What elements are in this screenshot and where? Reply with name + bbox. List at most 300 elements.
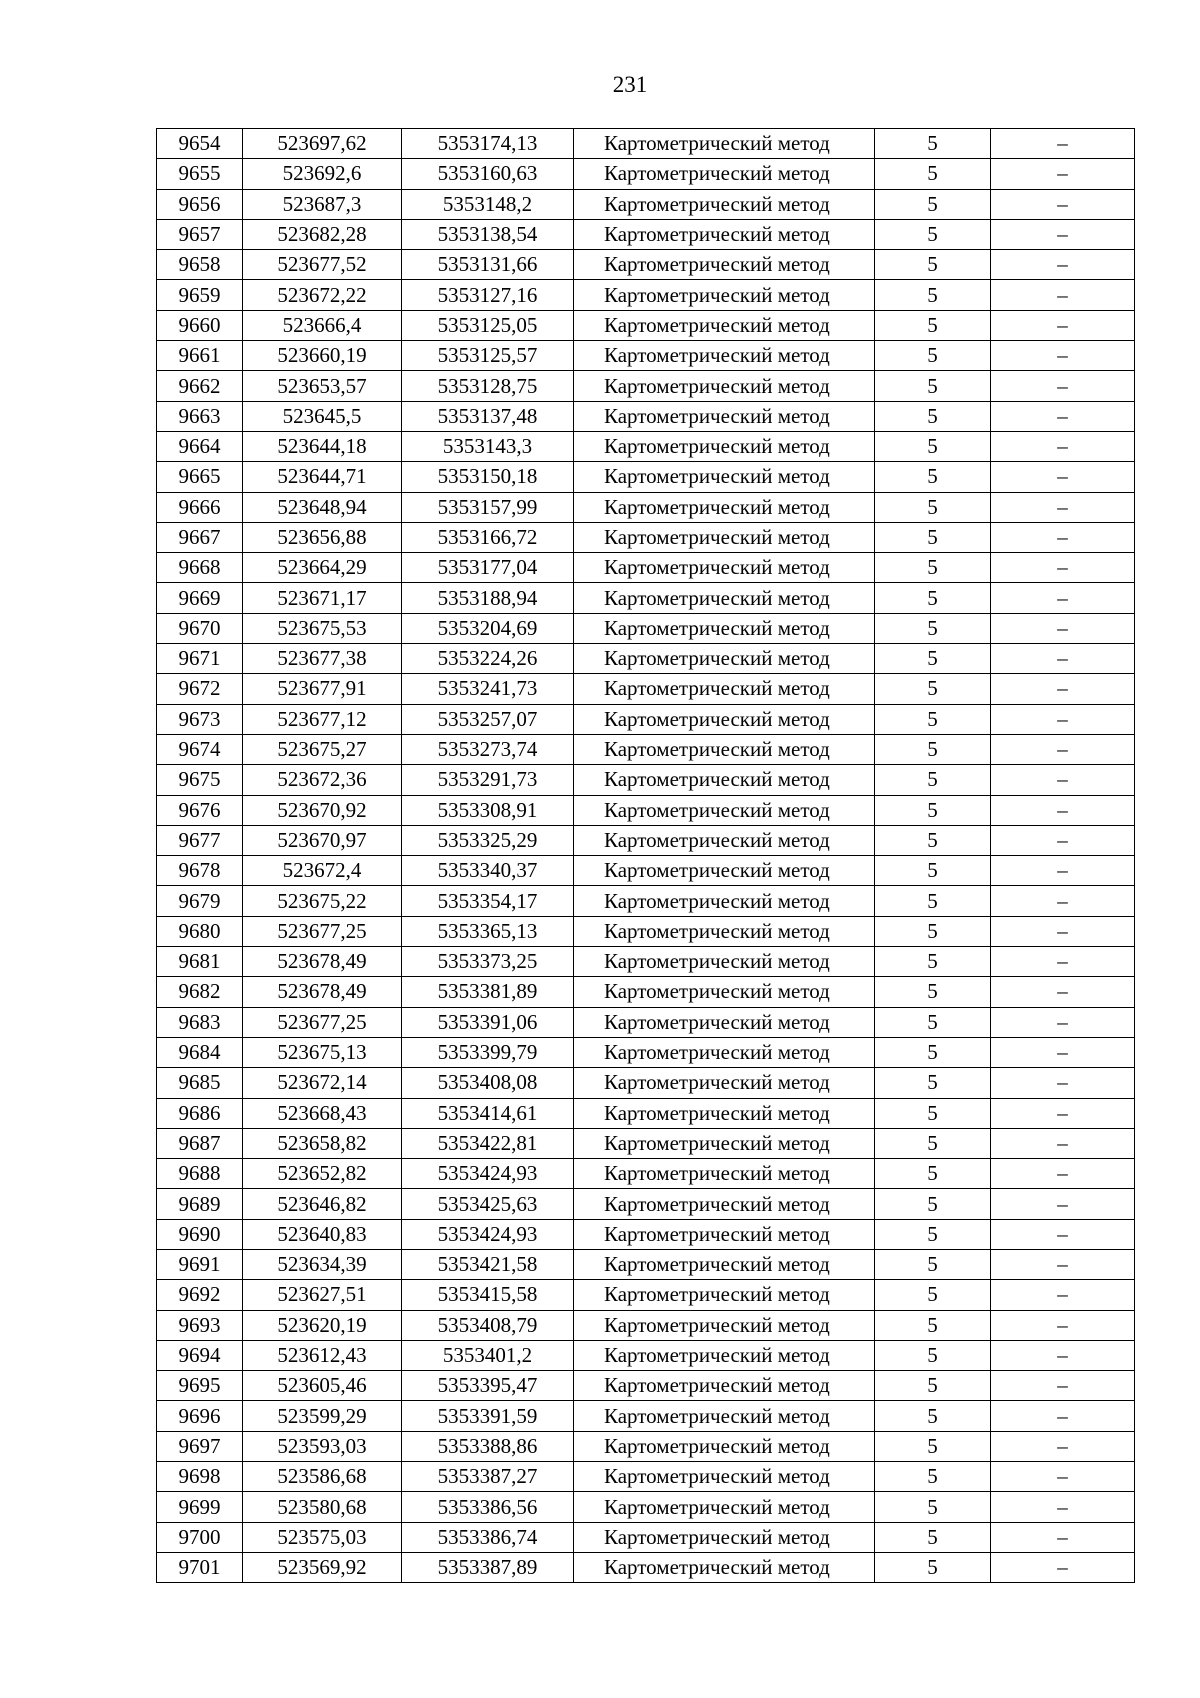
y-coordinate-cell: 5353424,93 xyxy=(402,1219,574,1249)
point-number-cell: 9663 xyxy=(157,401,243,431)
table-row xyxy=(157,765,1135,795)
note-cell: – xyxy=(991,462,1135,492)
note-cell: – xyxy=(991,886,1135,916)
y-coordinate-cell: 5353174,13 xyxy=(402,129,574,159)
x-coordinate-cell: 523697,62 xyxy=(243,129,402,159)
y-coordinate-cell: 5353177,04 xyxy=(402,553,574,583)
y-coordinate-cell: 5353308,91 xyxy=(402,795,574,825)
point-number-cell: 9665 xyxy=(157,462,243,492)
table-row xyxy=(157,947,1135,977)
y-coordinate-cell: 5353381,89 xyxy=(402,977,574,1007)
note-cell: – xyxy=(991,1068,1135,1098)
x-coordinate-cell: 523670,92 xyxy=(243,795,402,825)
point-number-cell: 9693 xyxy=(157,1310,243,1340)
x-coordinate-cell: 523640,83 xyxy=(243,1219,402,1249)
note-cell: – xyxy=(991,977,1135,1007)
accuracy-cell: 5 xyxy=(875,250,991,280)
accuracy-cell: 5 xyxy=(875,947,991,977)
note-cell: – xyxy=(991,613,1135,643)
point-number-cell: 9680 xyxy=(157,916,243,946)
accuracy-cell: 5 xyxy=(875,431,991,461)
table-row xyxy=(157,1310,1135,1340)
x-coordinate-cell: 523672,22 xyxy=(243,280,402,310)
accuracy-cell: 5 xyxy=(875,280,991,310)
point-number-cell: 9688 xyxy=(157,1159,243,1189)
accuracy-cell: 5 xyxy=(875,310,991,340)
accuracy-cell: 5 xyxy=(875,341,991,371)
accuracy-cell: 5 xyxy=(875,1189,991,1219)
note-cell: – xyxy=(991,1522,1135,1552)
point-number-cell: 9670 xyxy=(157,613,243,643)
y-coordinate-cell: 5353224,26 xyxy=(402,644,574,674)
table-row xyxy=(157,1340,1135,1370)
accuracy-cell: 5 xyxy=(875,401,991,431)
point-number-cell: 9662 xyxy=(157,371,243,401)
method-cell: Картометрический метод xyxy=(574,1280,875,1310)
note-cell: – xyxy=(991,583,1135,613)
x-coordinate-cell: 523599,29 xyxy=(243,1401,402,1431)
table-row xyxy=(157,1098,1135,1128)
method-cell: Картометрический метод xyxy=(574,371,875,401)
y-coordinate-cell: 5353408,79 xyxy=(402,1310,574,1340)
y-coordinate-cell: 5353387,89 xyxy=(402,1552,574,1582)
note-cell: – xyxy=(991,492,1135,522)
method-cell: Картометрический метод xyxy=(574,1128,875,1158)
method-cell: Картометрический метод xyxy=(574,1189,875,1219)
point-number-cell: 9657 xyxy=(157,219,243,249)
table-row xyxy=(157,1037,1135,1067)
table-row xyxy=(157,1522,1135,1552)
accuracy-cell: 5 xyxy=(875,1068,991,1098)
table-row xyxy=(157,583,1135,613)
y-coordinate-cell: 5353204,69 xyxy=(402,613,574,643)
method-cell: Картометрический метод xyxy=(574,795,875,825)
note-cell: – xyxy=(991,856,1135,886)
x-coordinate-cell: 523664,29 xyxy=(243,553,402,583)
accuracy-cell: 5 xyxy=(875,1431,991,1461)
x-coordinate-cell: 523678,49 xyxy=(243,977,402,1007)
y-coordinate-cell: 5353125,57 xyxy=(402,341,574,371)
point-number-cell: 9654 xyxy=(157,129,243,159)
point-number-cell: 9659 xyxy=(157,280,243,310)
x-coordinate-cell: 523575,03 xyxy=(243,1522,402,1552)
x-coordinate-cell: 523652,82 xyxy=(243,1159,402,1189)
accuracy-cell: 5 xyxy=(875,1098,991,1128)
method-cell: Картометрический метод xyxy=(574,1522,875,1552)
accuracy-cell: 5 xyxy=(875,129,991,159)
point-number-cell: 9679 xyxy=(157,886,243,916)
x-coordinate-cell: 523627,51 xyxy=(243,1280,402,1310)
y-coordinate-cell: 5353386,74 xyxy=(402,1522,574,1552)
x-coordinate-cell: 523634,39 xyxy=(243,1249,402,1279)
point-number-cell: 9687 xyxy=(157,1128,243,1158)
method-cell: Картометрический метод xyxy=(574,522,875,552)
coordinates-table xyxy=(156,128,1135,1583)
method-cell: Картометрический метод xyxy=(574,886,875,916)
accuracy-cell: 5 xyxy=(875,613,991,643)
point-number-cell: 9683 xyxy=(157,1007,243,1037)
note-cell: – xyxy=(991,1098,1135,1128)
y-coordinate-cell: 5353391,59 xyxy=(402,1401,574,1431)
note-cell: – xyxy=(991,401,1135,431)
method-cell: Картометрический метод xyxy=(574,734,875,764)
method-cell: Картометрический метод xyxy=(574,189,875,219)
note-cell: – xyxy=(991,1219,1135,1249)
page-number: 231 xyxy=(612,72,648,97)
note-cell: – xyxy=(991,341,1135,371)
table-row xyxy=(157,977,1135,1007)
accuracy-cell: 5 xyxy=(875,492,991,522)
method-cell: Картометрический метод xyxy=(574,462,875,492)
note-cell: – xyxy=(991,1189,1135,1219)
accuracy-cell: 5 xyxy=(875,916,991,946)
note-cell: – xyxy=(991,1310,1135,1340)
y-coordinate-cell: 5353395,47 xyxy=(402,1371,574,1401)
note-cell: – xyxy=(991,1431,1135,1461)
x-coordinate-cell: 523682,28 xyxy=(243,219,402,249)
table-row xyxy=(157,1189,1135,1219)
method-cell: Картометрический метод xyxy=(574,129,875,159)
y-coordinate-cell: 5353414,61 xyxy=(402,1098,574,1128)
point-number-cell: 9695 xyxy=(157,1371,243,1401)
table-row xyxy=(157,613,1135,643)
table-row xyxy=(157,1462,1135,1492)
point-number-cell: 9668 xyxy=(157,553,243,583)
method-cell: Картометрический метод xyxy=(574,1371,875,1401)
point-number-cell: 9691 xyxy=(157,1249,243,1279)
accuracy-cell: 5 xyxy=(875,553,991,583)
point-number-cell: 9661 xyxy=(157,341,243,371)
point-number-cell: 9700 xyxy=(157,1522,243,1552)
y-coordinate-cell: 5353125,05 xyxy=(402,310,574,340)
table-row xyxy=(157,1492,1135,1522)
point-number-cell: 9674 xyxy=(157,734,243,764)
note-cell: – xyxy=(991,250,1135,280)
note-cell: – xyxy=(991,159,1135,189)
table-row xyxy=(157,219,1135,249)
note-cell: – xyxy=(991,1552,1135,1582)
x-coordinate-cell: 523593,03 xyxy=(243,1431,402,1461)
x-coordinate-cell: 523675,27 xyxy=(243,734,402,764)
accuracy-cell: 5 xyxy=(875,583,991,613)
y-coordinate-cell: 5353131,66 xyxy=(402,250,574,280)
method-cell: Картометрический метод xyxy=(574,1431,875,1461)
method-cell: Картометрический метод xyxy=(574,341,875,371)
x-coordinate-cell: 523648,94 xyxy=(243,492,402,522)
table-row xyxy=(157,1552,1135,1582)
table-row xyxy=(157,1401,1135,1431)
method-cell: Картометрический метод xyxy=(574,1462,875,1492)
table-row xyxy=(157,129,1135,159)
point-number-cell: 9660 xyxy=(157,310,243,340)
point-number-cell: 9672 xyxy=(157,674,243,704)
x-coordinate-cell: 523666,4 xyxy=(243,310,402,340)
x-coordinate-cell: 523646,82 xyxy=(243,1189,402,1219)
y-coordinate-cell: 5353273,74 xyxy=(402,734,574,764)
accuracy-cell: 5 xyxy=(875,1552,991,1582)
point-number-cell: 9686 xyxy=(157,1098,243,1128)
point-number-cell: 9692 xyxy=(157,1280,243,1310)
x-coordinate-cell: 523580,68 xyxy=(243,1492,402,1522)
table-row xyxy=(157,1431,1135,1461)
y-coordinate-cell: 5353166,72 xyxy=(402,522,574,552)
x-coordinate-cell: 523672,36 xyxy=(243,765,402,795)
x-coordinate-cell: 523668,43 xyxy=(243,1098,402,1128)
note-cell: – xyxy=(991,947,1135,977)
note-cell: – xyxy=(991,129,1135,159)
accuracy-cell: 5 xyxy=(875,1310,991,1340)
method-cell: Картометрический метод xyxy=(574,1310,875,1340)
table-row xyxy=(157,886,1135,916)
note-cell: – xyxy=(991,916,1135,946)
method-cell: Картометрический метод xyxy=(574,1249,875,1279)
point-number-cell: 9694 xyxy=(157,1340,243,1370)
accuracy-cell: 5 xyxy=(875,1007,991,1037)
note-cell: – xyxy=(991,1340,1135,1370)
y-coordinate-cell: 5353399,79 xyxy=(402,1037,574,1067)
y-coordinate-cell: 5353157,99 xyxy=(402,492,574,522)
point-number-cell: 9699 xyxy=(157,1492,243,1522)
accuracy-cell: 5 xyxy=(875,159,991,189)
note-cell: – xyxy=(991,553,1135,583)
note-cell: – xyxy=(991,1462,1135,1492)
x-coordinate-cell: 523677,25 xyxy=(243,1007,402,1037)
accuracy-cell: 5 xyxy=(875,1280,991,1310)
x-coordinate-cell: 523687,3 xyxy=(243,189,402,219)
point-number-cell: 9682 xyxy=(157,977,243,1007)
table-row xyxy=(157,522,1135,552)
table-row xyxy=(157,1068,1135,1098)
y-coordinate-cell: 5353425,63 xyxy=(402,1189,574,1219)
method-cell: Картометрический метод xyxy=(574,825,875,855)
method-cell: Картометрический метод xyxy=(574,704,875,734)
method-cell: Картометрический метод xyxy=(574,1068,875,1098)
method-cell: Картометрический метод xyxy=(574,1098,875,1128)
x-coordinate-cell: 523605,46 xyxy=(243,1371,402,1401)
method-cell: Картометрический метод xyxy=(574,1492,875,1522)
method-cell: Картометрический метод xyxy=(574,856,875,886)
x-coordinate-cell: 523675,13 xyxy=(243,1037,402,1067)
table-row xyxy=(157,704,1135,734)
y-coordinate-cell: 5353257,07 xyxy=(402,704,574,734)
method-cell: Картометрический метод xyxy=(574,492,875,522)
y-coordinate-cell: 5353128,75 xyxy=(402,371,574,401)
x-coordinate-cell: 523677,52 xyxy=(243,250,402,280)
accuracy-cell: 5 xyxy=(875,522,991,552)
accuracy-cell: 5 xyxy=(875,886,991,916)
point-number-cell: 9701 xyxy=(157,1552,243,1582)
x-coordinate-cell: 523675,22 xyxy=(243,886,402,916)
table-row xyxy=(157,553,1135,583)
x-coordinate-cell: 523656,88 xyxy=(243,522,402,552)
x-coordinate-cell: 523677,12 xyxy=(243,704,402,734)
accuracy-cell: 5 xyxy=(875,825,991,855)
y-coordinate-cell: 5353391,06 xyxy=(402,1007,574,1037)
table-row xyxy=(157,1371,1135,1401)
method-cell: Картометрический метод xyxy=(574,916,875,946)
method-cell: Картометрический метод xyxy=(574,553,875,583)
note-cell: – xyxy=(991,1007,1135,1037)
y-coordinate-cell: 5353422,81 xyxy=(402,1128,574,1158)
note-cell: – xyxy=(991,1249,1135,1279)
accuracy-cell: 5 xyxy=(875,674,991,704)
method-cell: Картометрический метод xyxy=(574,1159,875,1189)
method-cell: Картометрический метод xyxy=(574,674,875,704)
x-coordinate-cell: 523677,91 xyxy=(243,674,402,704)
table-row xyxy=(157,856,1135,886)
x-coordinate-cell: 523620,19 xyxy=(243,1310,402,1340)
table-row xyxy=(157,1219,1135,1249)
note-cell: – xyxy=(991,674,1135,704)
x-coordinate-cell: 523677,25 xyxy=(243,916,402,946)
method-cell: Картометрический метод xyxy=(574,644,875,674)
x-coordinate-cell: 523612,43 xyxy=(243,1340,402,1370)
x-coordinate-cell: 523672,14 xyxy=(243,1068,402,1098)
y-coordinate-cell: 5353421,58 xyxy=(402,1249,574,1279)
note-cell: – xyxy=(991,522,1135,552)
method-cell: Картометрический метод xyxy=(574,1037,875,1067)
x-coordinate-cell: 523658,82 xyxy=(243,1128,402,1158)
method-cell: Картометрический метод xyxy=(574,613,875,643)
point-number-cell: 9676 xyxy=(157,795,243,825)
accuracy-cell: 5 xyxy=(875,644,991,674)
point-number-cell: 9669 xyxy=(157,583,243,613)
y-coordinate-cell: 5353386,56 xyxy=(402,1492,574,1522)
note-cell: – xyxy=(991,795,1135,825)
accuracy-cell: 5 xyxy=(875,1340,991,1370)
point-number-cell: 9697 xyxy=(157,1431,243,1461)
table-row xyxy=(157,250,1135,280)
table-row xyxy=(157,1007,1135,1037)
table-row xyxy=(157,734,1135,764)
accuracy-cell: 5 xyxy=(875,734,991,764)
y-coordinate-cell: 5353340,37 xyxy=(402,856,574,886)
accuracy-cell: 5 xyxy=(875,1492,991,1522)
y-coordinate-cell: 5353373,25 xyxy=(402,947,574,977)
point-number-cell: 9675 xyxy=(157,765,243,795)
table-row xyxy=(157,492,1135,522)
table-row xyxy=(157,189,1135,219)
point-number-cell: 9667 xyxy=(157,522,243,552)
accuracy-cell: 5 xyxy=(875,371,991,401)
note-cell: – xyxy=(991,1401,1135,1431)
method-cell: Картометрический метод xyxy=(574,159,875,189)
y-coordinate-cell: 5353241,73 xyxy=(402,674,574,704)
method-cell: Картометрический метод xyxy=(574,1401,875,1431)
note-cell: – xyxy=(991,644,1135,674)
table-row xyxy=(157,1249,1135,1279)
method-cell: Картометрический метод xyxy=(574,1007,875,1037)
x-coordinate-cell: 523678,49 xyxy=(243,947,402,977)
point-number-cell: 9690 xyxy=(157,1219,243,1249)
accuracy-cell: 5 xyxy=(875,1371,991,1401)
x-coordinate-cell: 523670,97 xyxy=(243,825,402,855)
note-cell: – xyxy=(991,280,1135,310)
accuracy-cell: 5 xyxy=(875,189,991,219)
method-cell: Картометрический метод xyxy=(574,583,875,613)
y-coordinate-cell: 5353150,18 xyxy=(402,462,574,492)
table-row xyxy=(157,644,1135,674)
point-number-cell: 9678 xyxy=(157,856,243,886)
point-number-cell: 9666 xyxy=(157,492,243,522)
note-cell: – xyxy=(991,1280,1135,1310)
accuracy-cell: 5 xyxy=(875,1401,991,1431)
note-cell: – xyxy=(991,704,1135,734)
note-cell: – xyxy=(991,1159,1135,1189)
y-coordinate-cell: 5353388,86 xyxy=(402,1431,574,1461)
accuracy-cell: 5 xyxy=(875,977,991,1007)
note-cell: – xyxy=(991,1128,1135,1158)
x-coordinate-cell: 523672,4 xyxy=(243,856,402,886)
accuracy-cell: 5 xyxy=(875,1128,991,1158)
accuracy-cell: 5 xyxy=(875,765,991,795)
x-coordinate-cell: 523692,6 xyxy=(243,159,402,189)
accuracy-cell: 5 xyxy=(875,462,991,492)
point-number-cell: 9656 xyxy=(157,189,243,219)
accuracy-cell: 5 xyxy=(875,795,991,825)
point-number-cell: 9696 xyxy=(157,1401,243,1431)
y-coordinate-cell: 5353148,2 xyxy=(402,189,574,219)
note-cell: – xyxy=(991,310,1135,340)
table-row xyxy=(157,1128,1135,1158)
table-row xyxy=(157,1159,1135,1189)
table-row xyxy=(157,462,1135,492)
x-coordinate-cell: 523660,19 xyxy=(243,341,402,371)
note-cell: – xyxy=(991,219,1135,249)
x-coordinate-cell: 523671,17 xyxy=(243,583,402,613)
table-row xyxy=(157,159,1135,189)
y-coordinate-cell: 5353143,3 xyxy=(402,431,574,461)
point-number-cell: 9655 xyxy=(157,159,243,189)
note-cell: – xyxy=(991,371,1135,401)
method-cell: Картометрический метод xyxy=(574,310,875,340)
table-row xyxy=(157,371,1135,401)
method-cell: Картометрический метод xyxy=(574,250,875,280)
method-cell: Картометрический метод xyxy=(574,431,875,461)
table-row xyxy=(157,280,1135,310)
note-cell: – xyxy=(991,189,1135,219)
method-cell: Картометрический метод xyxy=(574,1340,875,1370)
y-coordinate-cell: 5353291,73 xyxy=(402,765,574,795)
table-row xyxy=(157,341,1135,371)
y-coordinate-cell: 5353160,63 xyxy=(402,159,574,189)
method-cell: Картометрический метод xyxy=(574,977,875,1007)
note-cell: – xyxy=(991,1371,1135,1401)
method-cell: Картометрический метод xyxy=(574,1552,875,1582)
x-coordinate-cell: 523677,38 xyxy=(243,644,402,674)
x-coordinate-cell: 523644,18 xyxy=(243,431,402,461)
point-number-cell: 9658 xyxy=(157,250,243,280)
note-cell: – xyxy=(991,765,1135,795)
method-cell: Картометрический метод xyxy=(574,280,875,310)
y-coordinate-cell: 5353354,17 xyxy=(402,886,574,916)
note-cell: – xyxy=(991,1492,1135,1522)
accuracy-cell: 5 xyxy=(875,1249,991,1279)
x-coordinate-cell: 523645,5 xyxy=(243,401,402,431)
note-cell: – xyxy=(991,1037,1135,1067)
method-cell: Картометрический метод xyxy=(574,765,875,795)
table-row xyxy=(157,1280,1135,1310)
note-cell: – xyxy=(991,734,1135,764)
table-row xyxy=(157,401,1135,431)
y-coordinate-cell: 5353424,93 xyxy=(402,1159,574,1189)
y-coordinate-cell: 5353127,16 xyxy=(402,280,574,310)
y-coordinate-cell: 5353188,94 xyxy=(402,583,574,613)
point-number-cell: 9671 xyxy=(157,644,243,674)
point-number-cell: 9677 xyxy=(157,825,243,855)
table-body xyxy=(157,129,1135,1583)
method-cell: Картометрический метод xyxy=(574,1219,875,1249)
